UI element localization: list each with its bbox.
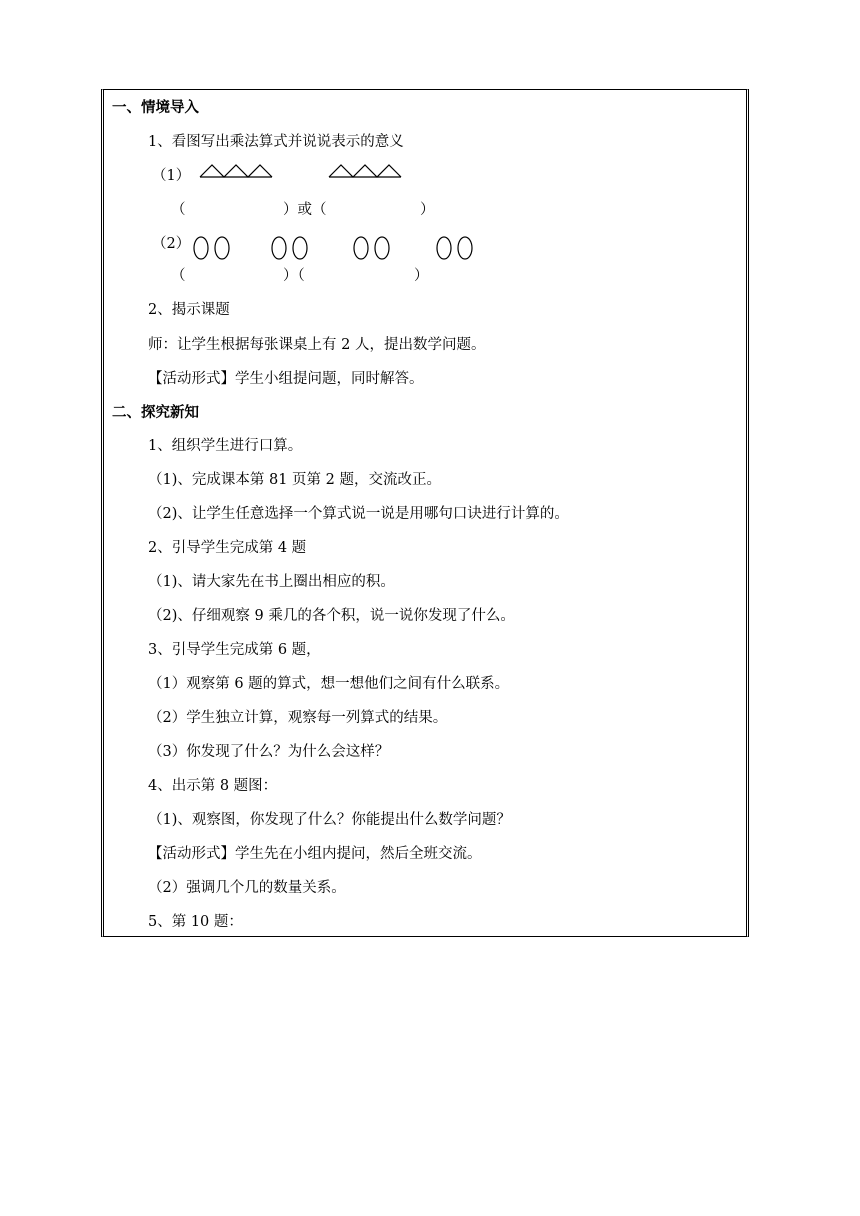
triangle-row-2-icon [329,163,401,179]
list-item: （2）强调几个几的数量关系。 [148,880,346,896]
list-item: （2）学生独立计算，观察每一列算式的结果。 [148,710,448,726]
question-2-label: （2） [152,236,191,252]
answer-blank-1a-open: （ [171,202,186,218]
list-item: 4、出示第 8 题图： [148,778,278,794]
oval-pair-3-icon [352,235,394,261]
teacher-note: 师：让学生根据每张课桌上有 2 人，提出数学问题。 [148,337,486,353]
activity-note: 【活动形式】学生小组提问题，同时解答。 [148,371,424,387]
oval-pair-1-icon [192,235,234,261]
list-item: 【活动形式】学生先在小组内提问，然后全班交流。 [148,846,482,862]
answer-blank-2b-close: ） [414,268,429,284]
list-item: （1)、请大家先在书上圈出相应的积。 [148,574,395,590]
oval-pair-2-icon [270,235,312,261]
item-1: 1、看图写出乘法算式并说说表示的意义 [148,134,404,150]
list-item: （2)、让学生任意选择一个算式说一说是用哪句口诀进行计算的。 [148,506,569,522]
question-1-label: （1） [152,168,191,184]
triangle-row-1-icon [200,163,272,179]
oval-pair-4-icon [435,235,477,261]
list-item: 3、引导学生完成第 6 题， [148,642,321,658]
item-2: 2、揭示课题 [148,302,230,318]
list-item: （2)、仔细观察 9 乘几的各个积，说一说你发现了什么。 [148,608,515,624]
answer-blank-1-mid: ）或（ [283,202,327,218]
list-item: 5、第 10 题： [148,914,243,930]
list-item: （1)、观察图，你发现了什么？你能提出什么数学问题？ [148,812,511,828]
answer-blank-2-mid: ）（ [283,268,305,284]
section-heading-1: 一、情境导入 [112,100,199,116]
list-item: （1)、完成课本第 81 页第 2 题，交流改正。 [148,472,441,488]
answer-blank-1b-close: ） [420,202,435,218]
answer-blank-2a-open: （ [171,268,186,284]
list-item: 1、组织学生进行口算。 [148,438,303,454]
list-item: （3）你发现了什么？为什么会这样？ [148,744,390,760]
list-item: （1）观察第 6 题的算式，想一想他们之间有什么联系。 [148,676,510,692]
section-heading-2: 二、探究新知 [112,405,199,421]
list-item: 2、引导学生完成第 4 题 [148,540,307,556]
